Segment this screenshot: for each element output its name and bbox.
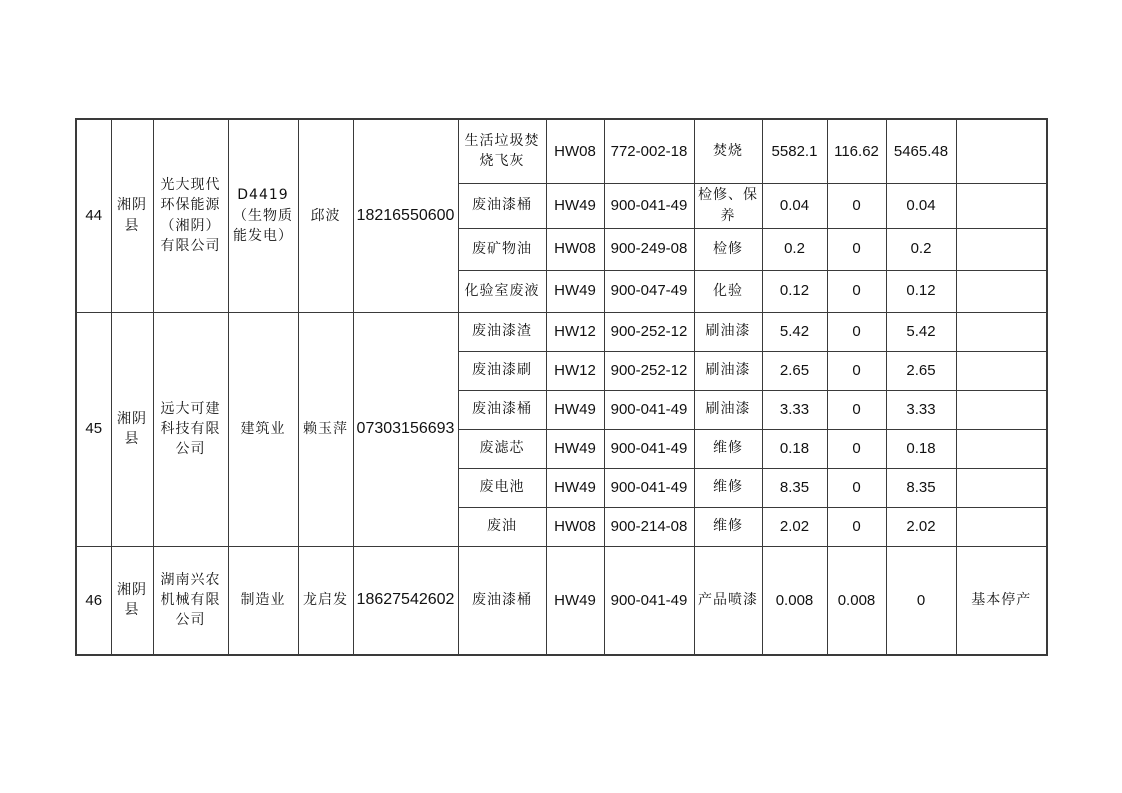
company-cell: 光大现代环保能源（湘阴）有限公司: [153, 119, 228, 312]
phone-cell: 18216550600: [353, 119, 458, 312]
hw-code-cell: HW49: [546, 270, 604, 312]
stored-amount-cell: 0: [827, 429, 886, 468]
transferred-amount-cell: 5465.48: [886, 119, 956, 183]
hw-code-cell: HW08: [546, 119, 604, 183]
transferred-amount-cell: 5.42: [886, 312, 956, 351]
stored-amount-cell: 0: [827, 468, 886, 507]
phone-cell: 07303156693: [353, 312, 458, 546]
waste-code-cell: 900-041-49: [604, 390, 694, 429]
produced-amount-cell: 5582.1: [762, 119, 827, 183]
stored-amount-cell: 0: [827, 312, 886, 351]
waste-code-cell: 900-041-49: [604, 183, 694, 228]
industry-cell: D4419（生物质能发电）: [228, 119, 298, 312]
produced-amount-cell: 0.04: [762, 183, 827, 228]
waste-name-cell: 废油漆桶: [458, 546, 546, 655]
source-cell: 产品喷漆: [694, 546, 762, 655]
source-cell: 检修、保养: [694, 183, 762, 228]
transferred-amount-cell: 0.18: [886, 429, 956, 468]
waste-name-cell: 废油漆刷: [458, 351, 546, 390]
company-cell: 湖南兴农机械有限公司: [153, 546, 228, 655]
waste-code-cell: 772-002-18: [604, 119, 694, 183]
waste-name-cell: 废油: [458, 507, 546, 546]
transferred-amount-cell: 3.33: [886, 390, 956, 429]
seq-cell: 45: [76, 312, 111, 546]
produced-amount-cell: 2.65: [762, 351, 827, 390]
phone-cell: 18627542602: [353, 546, 458, 655]
hw-code-cell: HW49: [546, 390, 604, 429]
contact-cell: 龙启发: [298, 546, 353, 655]
source-cell: 刷油漆: [694, 351, 762, 390]
produced-amount-cell: 8.35: [762, 468, 827, 507]
table-row: [76, 546, 1047, 655]
stored-amount-cell: 0: [827, 228, 886, 270]
remark-cell: 基本停产: [956, 546, 1047, 655]
remark-cell: [956, 351, 1047, 390]
contact-cell: 赖玉萍: [298, 312, 353, 546]
remark-cell: [956, 429, 1047, 468]
stored-amount-cell: 0.008: [827, 546, 886, 655]
hw-code-cell: HW12: [546, 351, 604, 390]
transferred-amount-cell: 2.02: [886, 507, 956, 546]
transferred-amount-cell: 0: [886, 546, 956, 655]
stored-amount-cell: 0: [827, 507, 886, 546]
source-cell: 维修: [694, 429, 762, 468]
hw-code-cell: HW49: [546, 468, 604, 507]
waste-name-cell: 废油漆桶: [458, 390, 546, 429]
waste-code-cell: 900-041-49: [604, 546, 694, 655]
county-cell: 湘阴县: [111, 312, 153, 546]
contact-cell: 邱波: [298, 119, 353, 312]
produced-amount-cell: 3.33: [762, 390, 827, 429]
hw-code-cell: HW08: [546, 228, 604, 270]
stored-amount-cell: 0: [827, 183, 886, 228]
hw-code-cell: HW12: [546, 312, 604, 351]
waste-name-cell: 废油漆桶: [458, 183, 546, 228]
industry-cell: 制造业: [228, 546, 298, 655]
waste-name-cell: 废油漆渣: [458, 312, 546, 351]
hw-code-cell: HW49: [546, 546, 604, 655]
remark-cell: [956, 183, 1047, 228]
produced-amount-cell: 5.42: [762, 312, 827, 351]
stored-amount-cell: 116.62: [827, 119, 886, 183]
hazardous-waste-table: [75, 118, 1048, 656]
produced-amount-cell: 0.2: [762, 228, 827, 270]
hw-code-cell: HW49: [546, 429, 604, 468]
hw-code-cell: HW08: [546, 507, 604, 546]
produced-amount-cell: 2.02: [762, 507, 827, 546]
source-cell: 刷油漆: [694, 390, 762, 429]
transferred-amount-cell: 0.12: [886, 270, 956, 312]
remark-cell: [956, 228, 1047, 270]
source-cell: 维修: [694, 507, 762, 546]
source-cell: 化验: [694, 270, 762, 312]
remark-cell: [956, 312, 1047, 351]
waste-name-cell: 废电池: [458, 468, 546, 507]
produced-amount-cell: 0.18: [762, 429, 827, 468]
company-cell: 远大可建科技有限公司: [153, 312, 228, 546]
waste-code-cell: 900-252-12: [604, 312, 694, 351]
transferred-amount-cell: 0.2: [886, 228, 956, 270]
table-row: [76, 312, 1047, 351]
stored-amount-cell: 0: [827, 270, 886, 312]
transferred-amount-cell: 2.65: [886, 351, 956, 390]
waste-name-cell: 废滤芯: [458, 429, 546, 468]
hw-code-cell: HW49: [546, 183, 604, 228]
remark-cell: [956, 507, 1047, 546]
seq-cell: 46: [76, 546, 111, 655]
produced-amount-cell: 0.008: [762, 546, 827, 655]
source-cell: 维修: [694, 468, 762, 507]
source-cell: 焚烧: [694, 119, 762, 183]
remark-cell: [956, 119, 1047, 183]
stored-amount-cell: 0: [827, 390, 886, 429]
produced-amount-cell: 0.12: [762, 270, 827, 312]
stored-amount-cell: 0: [827, 351, 886, 390]
source-cell: 刷油漆: [694, 312, 762, 351]
waste-name-cell: 废矿物油: [458, 228, 546, 270]
seq-cell: 44: [76, 119, 111, 312]
transferred-amount-cell: 0.04: [886, 183, 956, 228]
remark-cell: [956, 390, 1047, 429]
waste-name-cell: 化验室废液: [458, 270, 546, 312]
waste-name-cell: 生活垃圾焚烧飞灰: [458, 119, 546, 183]
transferred-amount-cell: 8.35: [886, 468, 956, 507]
remark-cell: [956, 270, 1047, 312]
waste-code-cell: 900-047-49: [604, 270, 694, 312]
source-cell: 检修: [694, 228, 762, 270]
remark-cell: [956, 468, 1047, 507]
waste-code-cell: 900-214-08: [604, 507, 694, 546]
county-cell: 湘阴县: [111, 546, 153, 655]
waste-code-cell: 900-249-08: [604, 228, 694, 270]
waste-code-cell: 900-252-12: [604, 351, 694, 390]
table-row: [76, 119, 1047, 183]
waste-code-cell: 900-041-49: [604, 468, 694, 507]
waste-code-cell: 900-041-49: [604, 429, 694, 468]
industry-cell: 建筑业: [228, 312, 298, 546]
county-cell: 湘阴县: [111, 119, 153, 312]
